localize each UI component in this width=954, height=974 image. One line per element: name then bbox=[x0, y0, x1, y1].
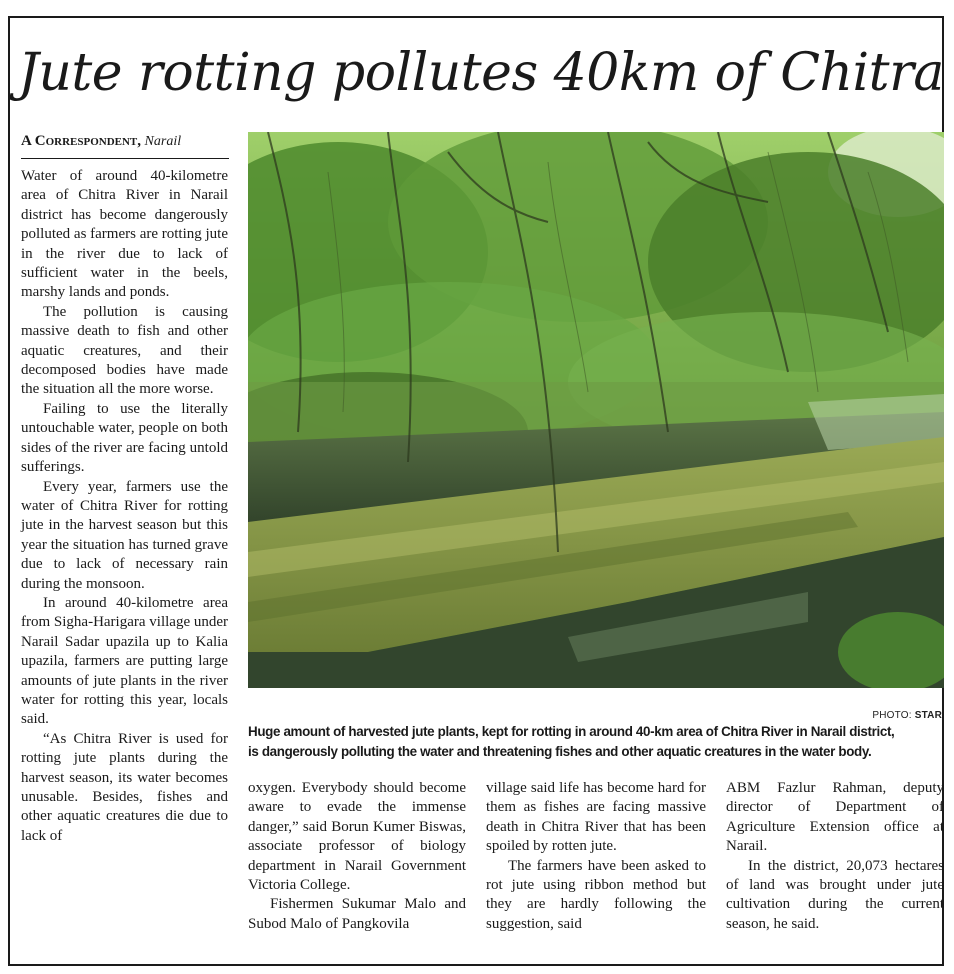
paragraph: The pollution is causing massive death to fish and other aquatic creatures, and their decomposed bodies have made the situation all the more worse. bbox=[21, 303, 228, 398]
paragraph: Water of around 40-kilometre area of Chitra River in Narail district has become dangerously polluted as farmers are rotting jute in the river due to lack of sufficient water in the beels, marshy lands and ponds. bbox=[21, 168, 229, 301]
paragraph: The farmers have been asked to rot jute using ribbon method but they are hardly following the suggestion, said bbox=[486, 857, 706, 932]
caption-line-1: Huge amount of harvested jute plants, kept for rotting in around 40-km area of Chitra River in Narail district, bbox=[248, 724, 895, 739]
paragraph: Failing to use the literally untouchable water, people on both sides of the river are facing untold sufferings. bbox=[21, 400, 228, 476]
byline bbox=[21, 132, 229, 151]
paragraph: “As Chitra River is used for rotting jute plants during the harvest season, its water becomes unusable. Besides, fishes and other aquatic creatures die due to lack of bbox=[21, 730, 228, 844]
byline-location: Narail bbox=[144, 134, 182, 149]
news-photo bbox=[248, 132, 944, 688]
caption-line-2: is dangerously polluting the water and threatening fishes and other aquatic creatures in the water body. bbox=[248, 744, 872, 759]
paragraph: village said life has become hard for them as fishes are facing massive death in Chitra River that has been spoiled by rotten jute. bbox=[486, 780, 706, 855]
newspaper-clipping bbox=[8, 16, 944, 966]
byline-author: A Correspondent, bbox=[21, 133, 142, 149]
paragraph: oxygen. Everybody should become aware to evade the immense danger,” said Borun Kumer Biswas, associate professor of biology department in Narail Government Victoria College. bbox=[248, 780, 466, 894]
photo-caption bbox=[248, 722, 948, 762]
paragraph: ABM Fazlur Rahman, deputy director of Department of Agriculture Extension office at Narail. bbox=[726, 780, 944, 855]
paragraph: Fishermen Sukumar Malo and Subod Malo of Pangkovila bbox=[248, 896, 466, 932]
photo-credit bbox=[248, 710, 942, 721]
article-column-2 bbox=[248, 779, 466, 934]
photo-credit-source: STAR bbox=[914, 710, 942, 721]
headline: Jute rotting pollutes 40km of Chitra bbox=[18, 43, 944, 103]
article-column-1 bbox=[21, 167, 228, 846]
article-column-3 bbox=[486, 779, 706, 934]
article-column-4 bbox=[726, 779, 944, 934]
photo-credit-label: PHOTO: bbox=[872, 710, 912, 721]
byline-divider bbox=[21, 158, 229, 159]
paragraph: Every year, farmers use the water of Chitra River for rotting jute in the harvest season but this year the situation has turned grave due to lack of necessary rain during the monsoon. bbox=[21, 478, 228, 592]
paragraph: In the district, 20,073 hectares of land was brought under jute cultivation during the current season, he said. bbox=[726, 857, 944, 932]
paragraph: In around 40-kilometre area from Sigha-Harigara village under Narail Sadar upazila up to Kalia upazila, farmers are putting large amounts of jute plants in the river water for rotting this year, locals said. bbox=[21, 594, 229, 728]
